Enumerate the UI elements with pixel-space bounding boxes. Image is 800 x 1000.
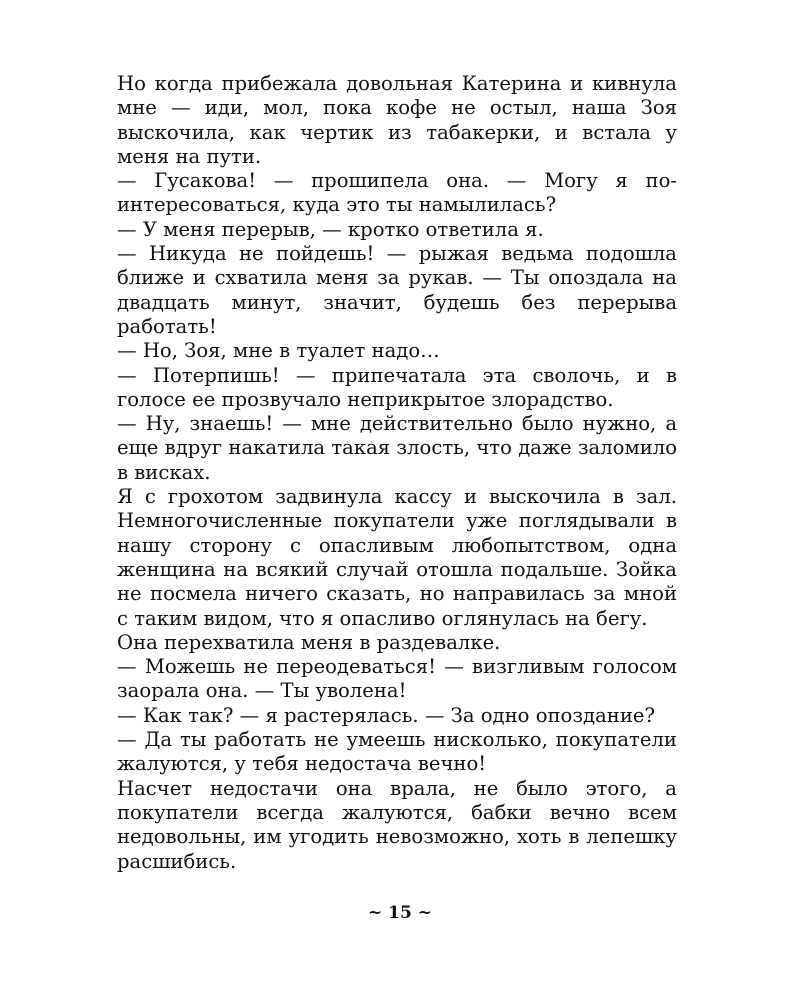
paragraph-3: — У меня перерыв, — кротко ответила я.	[117, 217, 544, 241]
paragraph-12: — Да ты работать не умеешь нисколько, покупатели жалуются, у тебя недостача вечно!	[117, 728, 677, 776]
page-number: ~ 15 ~	[368, 903, 432, 923]
paragraph-11: — Как так? — я растерялась. — За одно опоздание?	[117, 703, 656, 727]
paragraph-1: Но когда прибежала довольная Катерина и кивнула мне — иди, мол, пока кофе не остыл, наша Зоя выскочила, как чертик из табакерки, и встала у меня на пути.	[117, 72, 677, 168]
paragraph-13: Насчет недостачи она врала, не было этого, а покупатели всегда жалуются, бабки вечно всем недовольны, им угодить невозможно, хоть в лепешку расшибись.	[117, 776, 677, 873]
paragraph-7: — Ну, знаешь! — мне действительно было нужно, а еще вдруг накатила такая злость, что даже заломило в висках.	[117, 412, 677, 484]
book-page-text	[117, 72, 677, 874]
paragraph-2: — Гусакова! — прошипела она. — Могу я поинтересоваться, куда это ты намылилась?	[117, 169, 677, 217]
paragraph-4: — Никуда не пойдешь! — рыжая ведьма подошла ближе и схватила меня за рукав. — Ты опоздала на двадцать минут, значит, будешь без перерыва работать!	[117, 242, 677, 338]
paragraph-8: Я с грохотом задвинула кассу и выскочила в зал. Немногочисленные покупатели уже поглядывали в нашу сторону с опасливым любопытством, одна женщина на всякий случай отошла подальше. Зойка не посмела ничего сказать, но направилась за мной с таким видом, что я опасливо оглянулась на бегу.	[117, 485, 677, 630]
paragraph-6: — Потерпишь! — припечатала эта сволочь, и в голосе ее прозвучало неприкрытое злорадство.	[117, 363, 677, 411]
paragraph-9: Она перехватила меня в раздевалке.	[117, 630, 501, 654]
paragraph-10: — Можешь не переодеваться! — визгливым голосом заорала она. — Ты уволена!	[117, 655, 677, 703]
paragraph-5: — Но, Зоя, мне в туалет надо…	[117, 339, 440, 363]
